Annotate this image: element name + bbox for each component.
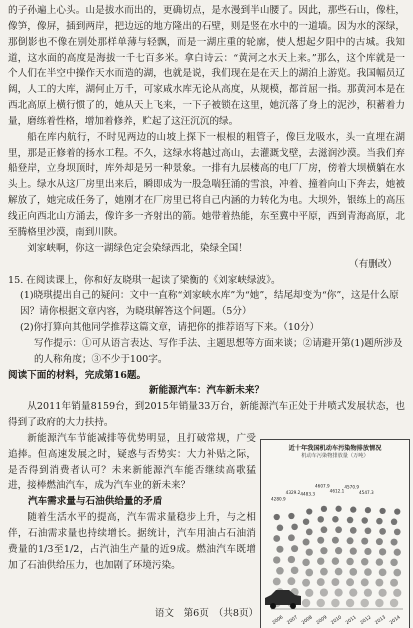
x-tick-label-2009: 2009	[315, 615, 329, 626]
x-tick-label-2008: 2008	[301, 615, 314, 626]
data-label-2012: 4547.3	[359, 489, 374, 495]
chart-bar-2009	[317, 506, 328, 607]
article-paragraph-2: 新能源汽车节能减排等优势明显，且打破常规，广受追捧。但高速发展之时，疑惑与否势实：大力补贴之际，是否得到消费者认可？未来新能源汽车能否继续高歌猛进，接棒燃油汽车，成为汽车业的新未来？	[8, 432, 256, 492]
vehicle-emission-chart	[260, 439, 410, 628]
x-tick-label-2014: 2014	[389, 615, 402, 626]
x-tick-label-2013: 2013	[374, 615, 387, 626]
question-15-part-2: (2)你打算向其他同学推荐这篇文章，请把你的推荐语写下来。（10分）	[20, 322, 320, 334]
chart-title: 近十年我国机动车污染物排放情况	[288, 444, 382, 452]
passage-paragraph-3: 刘家峡啊，你这一湖绿色定会染绿西北，染绿全国！	[27, 242, 248, 254]
article-paragraph-3: 随着生活水平的提高，汽车需求量稳步上升，与之相伴，石油需求量也持续增长。据统计，汽车用油占石油消费量的1/3至1/2，占汽油生产量的近9成。燃油汽车既增加了石油供给压力，也加剧了环境污染。	[8, 512, 256, 571]
chart-plot	[261, 459, 409, 628]
data-label-2007: 4329.2	[285, 490, 301, 496]
data-label-2006: 4280.9	[271, 496, 286, 502]
x-tick-label-2007: 2007	[286, 615, 299, 626]
article-paragraph-1: 从2011年销量8159台，到2015年销量33万台，新能源汽车正处于井喷式发展状态，也得到了政府的大力扶持。	[8, 401, 405, 429]
chart-bar-2012	[361, 507, 372, 607]
chart-bar-2011	[346, 506, 357, 607]
question-15-part-1: (1)晓琪提出自己的疑问：文中一直称“刘家峡水库”为“她”，结尾却变为“你”，这是什么原因？请你根据文章内容，为晓琪解答这个问题。（5分）	[20, 290, 399, 318]
article-left-column	[8, 431, 256, 574]
section-instruction: 阅读下面的材料，完成第16题。	[8, 369, 147, 381]
x-tick-label-2006: 2006	[271, 615, 285, 626]
chart-bar-2013	[375, 508, 386, 607]
data-label-2008: 4483.3	[300, 491, 315, 497]
chart-bar-2008	[302, 508, 313, 607]
passage-paragraph-2: 船在库内航行，不时见两边的山坡上探下一根根的粗管子，像巨龙吸水，头一直埋在湖里，那是正修着的扬水工程。不久，这绿水将越过高山，去灌溉戈壁，去滋润沙漠。当我们弃船登岸，立身坝顶时，库外却是另一种景象。一排有九层楼高的电厂厂房，傍着大坝横躺在水头上。绿水从这厂房里出来后，瞬即成为一股急喘狂涌的雪浪，冲着、撞着向山下奔去，她被解放了，她完成任务了，她刚才在厂房里已将自己内涵的力转化为电。大坝外，银练上的高压线正向西北山方涌去，像许多一齐射出的箭。她带着热能，东至冀中平原，西到青海高原，北至腾格里沙漠，南到川陕。	[8, 131, 405, 238]
chart-bar-2010	[331, 506, 342, 608]
passage-continued: 的子孙遍上心头。山是拔水而出的，更确切点，是水漫到半山腰了。因此，那些石山，像柱，像笋，像屏，插到两岸，把边远的地方隆出的石壁，则是竖在水中的一道墙。因为水的深绿，那倒影也不像在别处那样单薄与轻飘，而是一湖庄重的轮廓，使人想起夕阳中的古城。我知道，这水面的高度是海拔一千七百多米。拿白诗云：“黄河之水天上来。”那么，这个库就是一个人们在半空中操作天水而造的湖，也就是说，我们现在是在天上的湖泊上游览。我国幅员辽阔，人工的大库，湖何止万千，可家咸水库无论从高度，从规模，都首屈一指。那黄河本是在西北高原上横行惯了的，她从天上飞来，一下子被锁在这里，她沉落了身上的泥沙，积蓄着力量，磨练着性格，增加着修养，贮起了这汪沉沉的绿。	[8, 5, 405, 127]
data-label-2009: 4607.9	[315, 483, 330, 489]
question-15-prompt: 15. 在阅读课上，你和好友晓琪一起读了梁衡的《刘家峡绿波》。	[8, 274, 281, 286]
chart-subtitle: 机动车污染物排放量（万吨）	[301, 452, 369, 459]
data-label-2010: 4612.1	[329, 488, 345, 494]
x-tick-label-2012: 2012	[359, 615, 373, 626]
question-15-requirements: 写作提示：①可从语言表达、写作手法、主题思想等方面来谈；②请避开第(1)题所涉及的人称角度；③不少于100字。	[34, 337, 403, 365]
article-figure-area	[8, 431, 405, 628]
page-footer: 语文 第6页 （共8页）	[154, 608, 259, 619]
source-note: （有删改）	[349, 258, 397, 270]
x-tick-label-2011: 2011	[345, 615, 358, 626]
x-tick-label-2010: 2010	[330, 615, 343, 626]
data-label-2011: 4570.9	[344, 484, 359, 490]
article-title: 新能源汽车：汽车新未来？	[148, 385, 265, 397]
chart-bar-2014	[390, 508, 401, 607]
article-subheading: 汽车需求量与石油供给量的矛盾	[28, 496, 163, 508]
